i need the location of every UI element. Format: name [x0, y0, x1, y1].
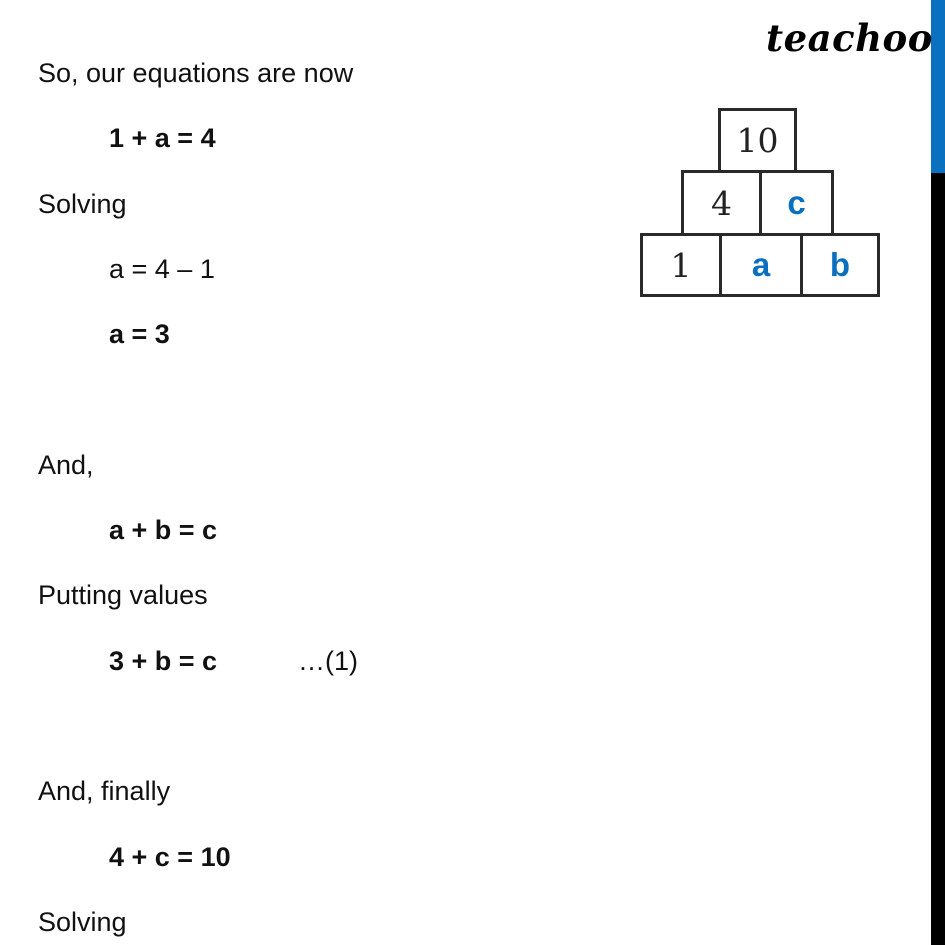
pyramid-cell-bottom-middle: a	[719, 233, 803, 297]
equation-reference: …(1)	[298, 646, 358, 676]
text-line: And, finally	[38, 776, 171, 806]
equation-line: 1 + a = 4	[109, 123, 216, 153]
equation-line: a + b = c	[109, 515, 218, 545]
pyramid-cell-top: 10	[718, 108, 797, 173]
pyramid-cell-bottom-left: 1	[640, 233, 722, 297]
text-line: So, our equations are now	[38, 58, 354, 88]
equation-line: a = 3	[109, 319, 170, 349]
equation-line: 4 + c = 10	[109, 842, 231, 872]
sidebar-accent-blue	[931, 0, 945, 173]
text-line: Putting values	[38, 580, 208, 610]
sidebar-accent-black	[931, 173, 945, 945]
text-line: Solving	[38, 907, 127, 937]
pyramid-cell-bottom-right: b	[800, 233, 880, 297]
text-line: And,	[38, 450, 94, 480]
equation-line: 3 + b = c	[109, 646, 218, 676]
pyramid-cell-middle-right: c	[759, 170, 834, 236]
text-line: Solving	[38, 189, 127, 219]
teachoo-logo: teachoo	[766, 16, 933, 60]
pyramid-cell-middle-left: 4	[681, 170, 762, 236]
equation-line: a = 4 – 1	[109, 254, 215, 284]
